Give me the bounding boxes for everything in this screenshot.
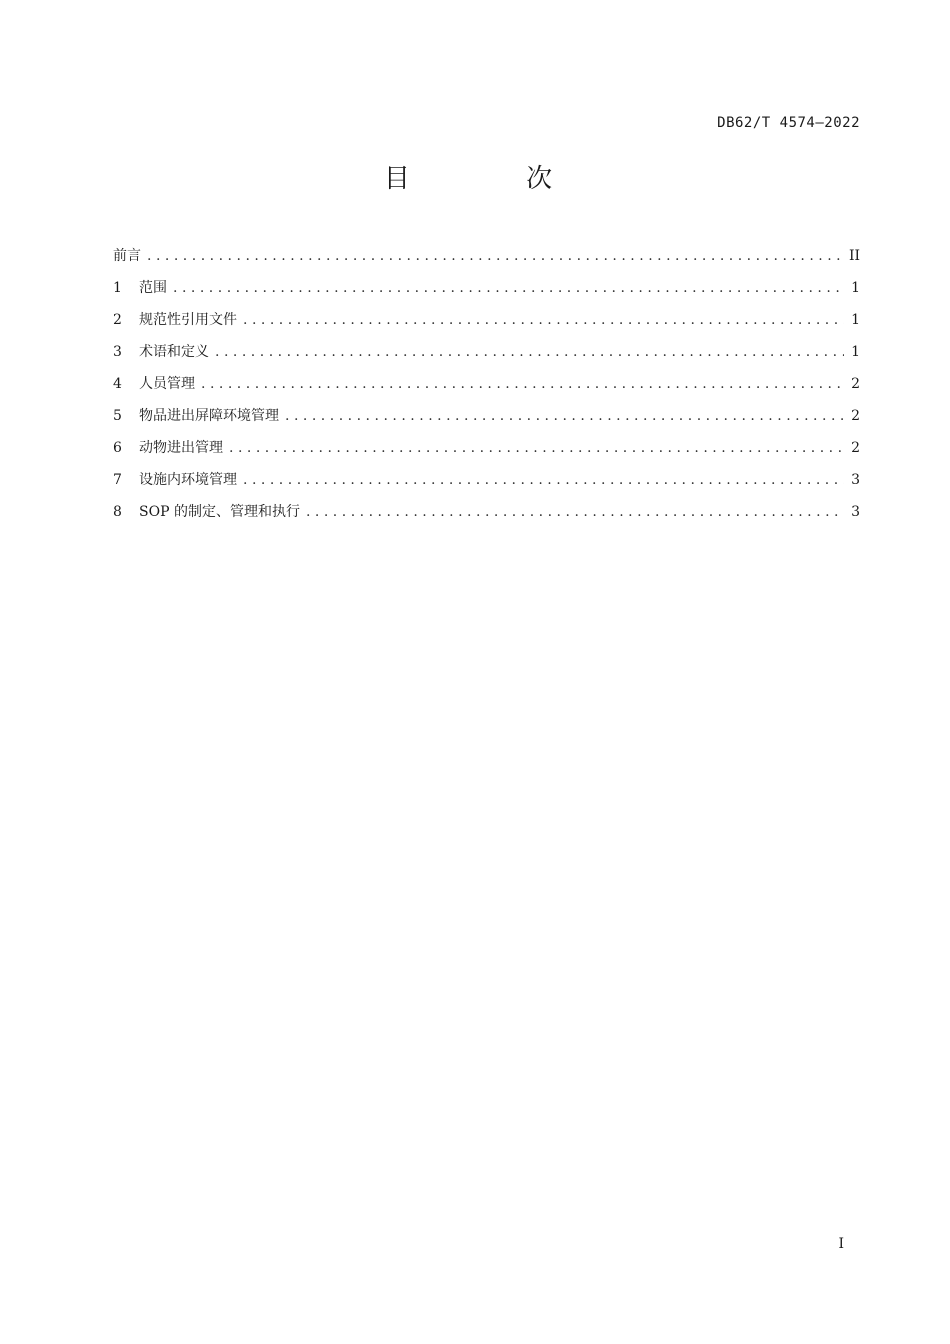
toc-dot-leader: [201, 372, 844, 396]
toc-entry-preface[interactable]: [113, 244, 860, 276]
toc-entry-4[interactable]: [113, 372, 860, 404]
toc-entry-1[interactable]: [113, 276, 860, 308]
toc-dot-leader: [306, 500, 844, 524]
toc-entry-label: 规范性引用文件: [139, 312, 237, 328]
toc-entry-number: 7: [113, 472, 122, 488]
toc-entry-page: 3: [851, 504, 860, 520]
toc-entry-number: 1: [113, 280, 122, 296]
toc-entry-page: 3: [851, 472, 860, 488]
toc-entry-number: 5: [113, 408, 122, 424]
table-of-contents: [113, 244, 860, 532]
toc-dot-leader: [285, 404, 844, 428]
toc-dot-leader: [215, 340, 844, 364]
toc-entry-label: 前言: [113, 248, 141, 264]
toc-entry-7[interactable]: [113, 468, 860, 500]
toc-entry-page: 1: [851, 312, 860, 328]
standard-code: DB62/T 4574—2022: [717, 115, 860, 131]
toc-entry-8[interactable]: [113, 500, 860, 532]
toc-entry-number: 3: [113, 344, 122, 360]
toc-dot-leader: [173, 276, 844, 300]
toc-entry-6[interactable]: [113, 436, 860, 468]
toc-entry-2[interactable]: [113, 308, 860, 340]
toc-entry-label: 设施内环境管理: [139, 472, 237, 488]
toc-entry-label: 动物进出管理: [139, 440, 223, 456]
toc-entry-label: 术语和定义: [139, 344, 209, 360]
toc-entry-label: 人员管理: [139, 376, 195, 392]
toc-dot-leader: [229, 436, 844, 460]
toc-entry-number: 2: [113, 312, 122, 328]
toc-entry-page: 2: [851, 408, 860, 424]
toc-entry-number: 8: [113, 504, 122, 520]
toc-entry-3[interactable]: [113, 340, 860, 372]
page-number: I: [838, 1236, 844, 1252]
toc-entry-number: 4: [113, 376, 122, 392]
toc-entry-number: 6: [113, 440, 122, 456]
toc-entry-page: 1: [851, 280, 860, 296]
toc-entry-label: SOP 的制定、管理和执行: [139, 504, 300, 520]
toc-dot-leader: [147, 244, 843, 268]
toc-entry-5[interactable]: [113, 404, 860, 436]
toc-entry-page: 2: [851, 376, 860, 392]
toc-entry-label: 物品进出屏障环境管理: [139, 408, 279, 424]
toc-dot-leader: [243, 308, 844, 332]
toc-entry-page: II: [848, 248, 860, 264]
page-title: 目 次: [383, 164, 607, 194]
toc-entry-page: 2: [851, 440, 860, 456]
toc-entry-page: 1: [851, 344, 860, 360]
toc-entry-label: 范围: [139, 280, 167, 296]
toc-dot-leader: [243, 468, 844, 492]
